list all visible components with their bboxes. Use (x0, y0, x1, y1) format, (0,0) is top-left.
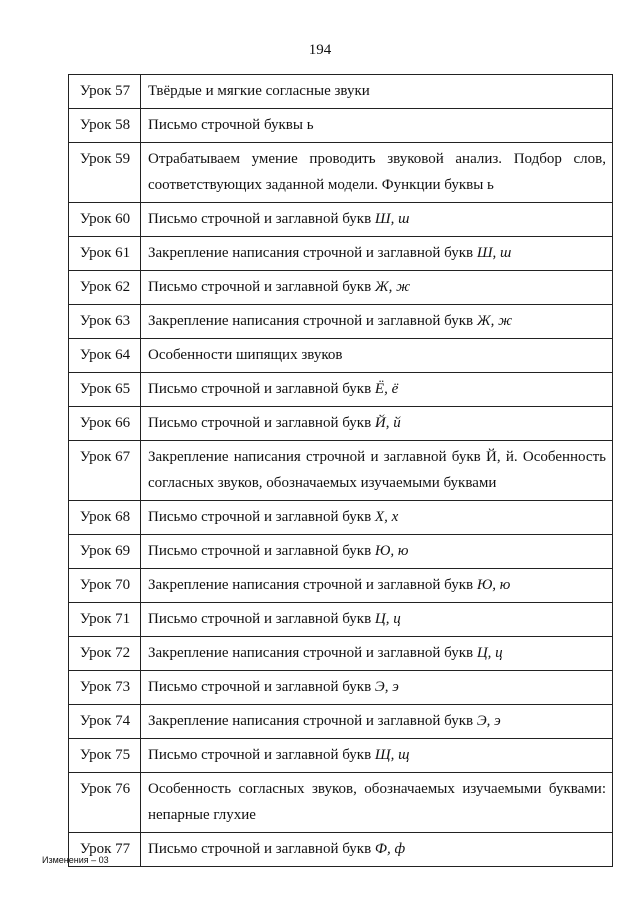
lessons-table (68, 74, 613, 867)
lesson-topic (141, 739, 613, 773)
table-row (69, 305, 613, 339)
table-row (69, 143, 613, 203)
lesson-number: Урок 69 (69, 535, 141, 569)
lesson-topic (141, 603, 613, 637)
lesson-number: Урок 59 (69, 143, 141, 203)
lesson-letters: Ю, ю (374, 543, 409, 559)
table-row (69, 373, 613, 407)
lesson-number: Урок 57 (69, 75, 141, 109)
footer-revision-note: Изменения – 03 (42, 855, 109, 865)
lesson-topic (141, 143, 613, 203)
lesson-letters: Ц, ц (476, 645, 503, 661)
lesson-number: Урок 61 (69, 237, 141, 271)
table-row (69, 237, 613, 271)
table-row (69, 203, 613, 237)
lesson-topic (141, 705, 613, 739)
lesson-topic-text: Письмо строчной буквы ь (148, 117, 314, 133)
lesson-letters: Ё, ё (374, 381, 399, 397)
lesson-topic-text: Закрепление написания строчной и заглавной букв (148, 713, 474, 729)
lesson-topic-text: Особенность согласных звуков, обозначаемых изучаемыми буквами: непарные глухие (148, 781, 606, 823)
lesson-topic-text: Письмо строчной и заглавной букв (148, 679, 372, 695)
lesson-topic-text: Отрабатываем умение проводить звуковой анализ. Подбор слов, соответствующих заданной модели. Функции буквы ь (148, 151, 606, 193)
lesson-letters: Ж, ж (476, 313, 513, 329)
lesson-topic-text: Письмо строчной и заглавной букв (148, 415, 372, 431)
table-row (69, 603, 613, 637)
lesson-letters: Ц, ц (374, 611, 401, 627)
table-row (69, 339, 613, 373)
table-row (69, 705, 613, 739)
lesson-topic-text: Письмо строчной и заглавной букв (148, 841, 372, 857)
lesson-topic-text: Закрепление написания строчной и заглавной букв (148, 245, 474, 261)
lesson-topic-text: Письмо строчной и заглавной букв (148, 509, 372, 525)
lesson-letters: Э, э (374, 679, 399, 695)
lessons-table-body (69, 75, 613, 867)
lesson-topic-text: Закрепление написания строчной и заглавной букв Й, й. Особенность согласных звуков, обозначаемых изучаемыми буквами (148, 449, 606, 491)
lesson-topic-text: Письмо строчной и заглавной букв (148, 381, 372, 397)
lesson-number: Урок 58 (69, 109, 141, 143)
lesson-topic-text: Письмо строчной и заглавной букв (148, 279, 372, 295)
table-row (69, 271, 613, 305)
lesson-topic (141, 637, 613, 671)
lesson-letters: Ю, ю (476, 577, 511, 593)
lesson-topic (141, 407, 613, 441)
lesson-number: Урок 62 (69, 271, 141, 305)
lesson-letters: Ш, ш (476, 245, 512, 261)
lesson-topic-text: Закрепление написания строчной и заглавной букв (148, 577, 474, 593)
lesson-topic (141, 373, 613, 407)
table-row (69, 569, 613, 603)
lesson-topic (141, 501, 613, 535)
table-row (69, 535, 613, 569)
lesson-number: Урок 72 (69, 637, 141, 671)
lesson-topic (141, 569, 613, 603)
table-row (69, 637, 613, 671)
table-row (69, 833, 613, 867)
page-number: 194 (308, 42, 332, 58)
lesson-letters: Х, х (374, 509, 399, 525)
table-row (69, 109, 613, 143)
lesson-topic-text: Закрепление написания строчной и заглавной букв (148, 313, 474, 329)
lesson-topic-text: Особенности шипящих звуков (148, 347, 343, 363)
lesson-letters: Ш, ш (374, 211, 410, 227)
lesson-topic-text: Твёрдые и мягкие согласные звуки (148, 83, 370, 99)
lesson-number: Урок 71 (69, 603, 141, 637)
table-row (69, 739, 613, 773)
lesson-number: Урок 64 (69, 339, 141, 373)
table-row (69, 671, 613, 705)
lesson-number: Урок 60 (69, 203, 141, 237)
lesson-topic (141, 773, 613, 833)
lesson-number: Урок 74 (69, 705, 141, 739)
table-row (69, 501, 613, 535)
lesson-topic (141, 339, 613, 373)
lesson-number: Урок 70 (69, 569, 141, 603)
lesson-letters: Й, й (374, 415, 401, 431)
lesson-letters: Ф, ф (374, 841, 406, 857)
lesson-number: Урок 75 (69, 739, 141, 773)
lesson-topic-text: Закрепление написания строчной и заглавной букв (148, 645, 474, 661)
lesson-letters: Ж, ж (374, 279, 411, 295)
lesson-topic (141, 441, 613, 501)
table-row (69, 773, 613, 833)
lesson-topic (141, 535, 613, 569)
lesson-number: Урок 66 (69, 407, 141, 441)
lesson-topic (141, 109, 613, 143)
lesson-number: Урок 68 (69, 501, 141, 535)
table-row (69, 441, 613, 501)
lesson-topic (141, 203, 613, 237)
lesson-letters: Э, э (476, 713, 501, 729)
lesson-number: Урок 73 (69, 671, 141, 705)
lesson-topic (141, 271, 613, 305)
lesson-number: Урок 77 (69, 833, 141, 867)
table-row (69, 75, 613, 109)
lesson-topic-text: Письмо строчной и заглавной букв (148, 747, 372, 763)
lesson-topic (141, 833, 613, 867)
table-row (69, 407, 613, 441)
lesson-number: Урок 76 (69, 773, 141, 833)
lesson-topic-text: Письмо строчной и заглавной букв (148, 611, 372, 627)
lesson-number: Урок 63 (69, 305, 141, 339)
lesson-topic-text: Письмо строчной и заглавной букв (148, 543, 372, 559)
lesson-topic (141, 305, 613, 339)
lesson-number: Урок 65 (69, 373, 141, 407)
lesson-topic (141, 671, 613, 705)
lesson-topic-text: Письмо строчной и заглавной букв (148, 211, 372, 227)
lesson-topic (141, 75, 613, 109)
lesson-topic (141, 237, 613, 271)
lesson-letters: Щ, щ (374, 747, 410, 763)
lesson-number: Урок 67 (69, 441, 141, 501)
